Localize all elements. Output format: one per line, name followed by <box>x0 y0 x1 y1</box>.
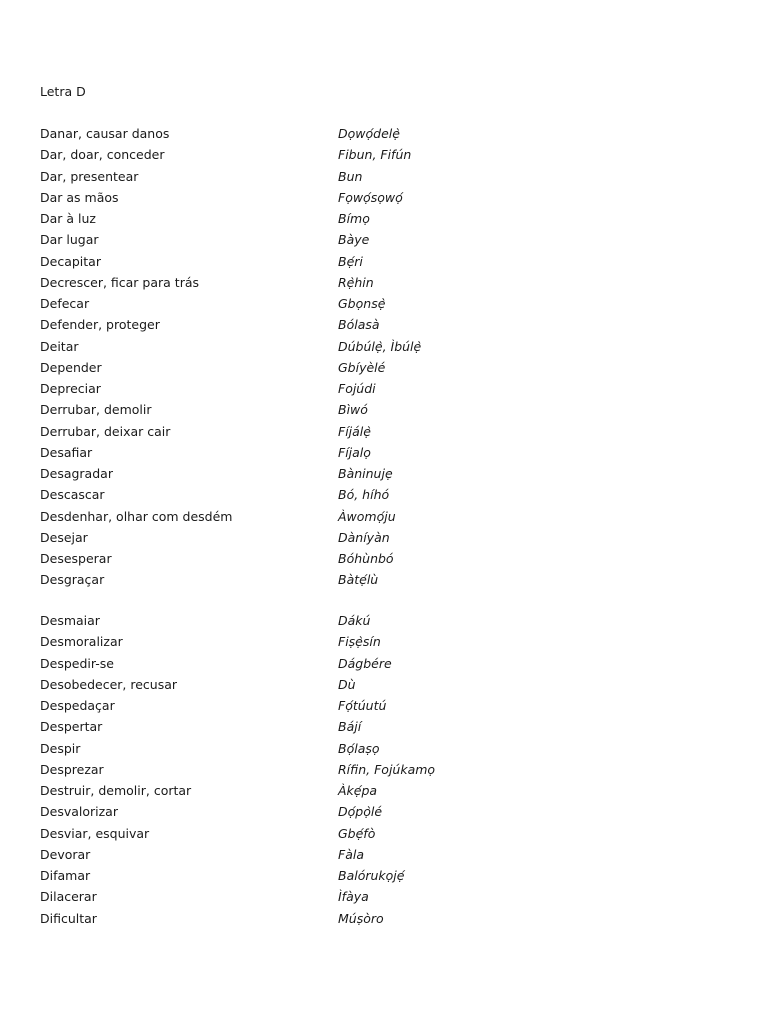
yoruba-translation: Bó, híhó <box>338 487 390 503</box>
portuguese-term: Dar, presentear <box>40 168 139 184</box>
glossary-entry <box>40 655 740 676</box>
portuguese-term: Descascar <box>40 487 105 503</box>
portuguese-term: Derrubar, deixar cair <box>40 423 171 439</box>
yoruba-translation: Rífin, Fojúkamọ <box>338 761 436 777</box>
portuguese-term: Desdenhar, olhar com desdém <box>40 508 233 524</box>
glossary-entry <box>40 550 740 571</box>
portuguese-term: Deitar <box>40 338 79 354</box>
glossary-entry <box>40 168 740 189</box>
portuguese-term: Devorar <box>40 846 91 862</box>
portuguese-term: Defecar <box>40 296 90 311</box>
portuguese-term: Dar, doar, conceder <box>40 147 165 163</box>
yoruba-translation: Bìwó <box>338 402 368 418</box>
portuguese-term: Depender <box>40 359 102 375</box>
yoruba-translation: Bọ́laṣọ <box>338 740 380 756</box>
glossary-entry <box>40 761 740 782</box>
portuguese-term: Depreciar <box>40 381 101 396</box>
glossary-entry <box>40 782 740 803</box>
portuguese-term: Desgraçar <box>40 572 105 588</box>
portuguese-term: Despertar <box>40 719 103 735</box>
portuguese-term: Desviar, esquivar <box>40 825 150 841</box>
yoruba-translation: Bóhùnbó <box>338 551 394 566</box>
yoruba-translation: Dọ́pọ̀lé <box>338 804 383 820</box>
portuguese-term: Desafiar <box>40 444 93 460</box>
portuguese-term: Desmoralizar <box>40 634 123 650</box>
portuguese-term: Decrescer, ficar para trás <box>40 274 200 290</box>
yoruba-translation: Fojúdi <box>338 381 376 396</box>
yoruba-translation: Dàníyàn <box>338 529 390 545</box>
portuguese-term: Dificultar <box>40 910 97 926</box>
yoruba-translation: Àwomọ́ju <box>338 508 396 524</box>
portuguese-term: Desvalorizar <box>40 804 118 820</box>
glossary-entry <box>40 338 740 359</box>
glossary-entry <box>40 888 740 909</box>
glossary-entry <box>40 210 740 231</box>
portuguese-term: Desesperar <box>40 551 112 566</box>
portuguese-term: Desobedecer, recusar <box>40 676 178 692</box>
yoruba-translation: Rẹ̀hin <box>338 274 374 290</box>
glossary-section-1 <box>40 125 740 593</box>
portuguese-term: Dilacerar <box>40 889 97 905</box>
yoruba-translation: Fíjalọ <box>338 444 371 460</box>
glossary-entry <box>40 803 740 824</box>
yoruba-translation: Dúbúlẹ̀, Ìbúlẹ̀ <box>338 338 422 354</box>
portuguese-term: Defender, proteger <box>40 317 160 333</box>
yoruba-translation: Bẹ́ri <box>338 253 363 269</box>
glossary-entry <box>40 465 740 486</box>
yoruba-translation: Fàla <box>338 846 364 862</box>
glossary-entry <box>40 867 740 888</box>
glossary-entry <box>40 740 740 761</box>
glossary-entry <box>40 612 740 633</box>
portuguese-term: Difamar <box>40 868 91 883</box>
yoruba-translation: Fọwọ́sọwọ́ <box>338 189 403 205</box>
portuguese-term: Danar, causar danos <box>40 126 170 141</box>
glossary-entry <box>40 910 740 931</box>
portuguese-term: Decapitar <box>40 253 101 269</box>
yoruba-translation: Dù <box>338 676 356 692</box>
glossary-entry <box>40 253 740 274</box>
glossary-entry <box>40 231 740 252</box>
yoruba-translation: Fibun, Fifún <box>338 147 412 163</box>
glossary-entry <box>40 423 740 444</box>
portuguese-term: Desmaiar <box>40 613 100 628</box>
glossary-entry <box>40 401 740 422</box>
yoruba-translation: Bun <box>338 168 363 184</box>
yoruba-translation: Bímọ <box>338 211 370 226</box>
glossary-entry <box>40 718 740 739</box>
portuguese-term: Despedir-se <box>40 655 114 671</box>
glossary-entry <box>40 359 740 380</box>
glossary-entry <box>40 146 740 167</box>
yoruba-translation: Balórukọjẹ́ <box>338 868 405 883</box>
yoruba-translation: Gbọnsẹ̀ <box>338 296 386 311</box>
portuguese-term: Desprezar <box>40 761 104 777</box>
yoruba-translation: Bólasà <box>338 317 380 333</box>
page-title: Letra D <box>40 84 86 99</box>
portuguese-term: Dar lugar <box>40 232 99 248</box>
yoruba-translation: Fíjálẹ̀ <box>338 423 371 439</box>
portuguese-term: Derrubar, demolir <box>40 402 152 418</box>
yoruba-translation: Múṣòro <box>338 910 384 926</box>
yoruba-translation: Bàye <box>338 232 370 248</box>
portuguese-term: Despir <box>40 740 81 756</box>
glossary-entry <box>40 825 740 846</box>
portuguese-term: Despedaçar <box>40 698 115 713</box>
yoruba-translation: Fọ́túutú <box>338 698 387 713</box>
glossary-entry <box>40 676 740 697</box>
glossary-entry <box>40 697 740 718</box>
glossary-section-2 <box>40 612 740 931</box>
portuguese-term: Dar à luz <box>40 211 96 226</box>
glossary-entry <box>40 189 740 210</box>
yoruba-translation: Ìfàya <box>338 889 369 905</box>
glossary-entry <box>40 508 740 529</box>
portuguese-term: Dar as mãos <box>40 189 119 205</box>
yoruba-translation: Bájí <box>338 719 362 735</box>
glossary-entry <box>40 486 740 507</box>
glossary-entry <box>40 633 740 654</box>
portuguese-term: Desejar <box>40 529 88 545</box>
glossary-entry <box>40 125 740 146</box>
glossary-entry <box>40 316 740 337</box>
yoruba-translation: Dákú <box>338 613 371 628</box>
yoruba-translation: Gbẹ́fò <box>338 825 376 841</box>
glossary-entry <box>40 571 740 592</box>
portuguese-term: Desagradar <box>40 466 113 481</box>
glossary-entry <box>40 529 740 550</box>
yoruba-translation: Fiṣẹ̀sín <box>338 634 381 650</box>
yoruba-translation: Dágbére <box>338 655 392 671</box>
yoruba-translation: Àkẹ́pa <box>338 783 378 798</box>
yoruba-translation: Dọwọ́delẹ̀ <box>338 126 400 141</box>
yoruba-translation: Bàninujẹ <box>338 466 393 481</box>
yoruba-translation: Gbíyèlé <box>338 359 386 375</box>
portuguese-term: Destruir, demolir, cortar <box>40 783 192 798</box>
glossary-entry <box>40 444 740 465</box>
glossary-entry <box>40 274 740 295</box>
glossary-entry <box>40 295 740 316</box>
yoruba-translation: Bàtẹ́lù <box>338 572 379 588</box>
glossary-entry <box>40 846 740 867</box>
glossary-entry <box>40 380 740 401</box>
